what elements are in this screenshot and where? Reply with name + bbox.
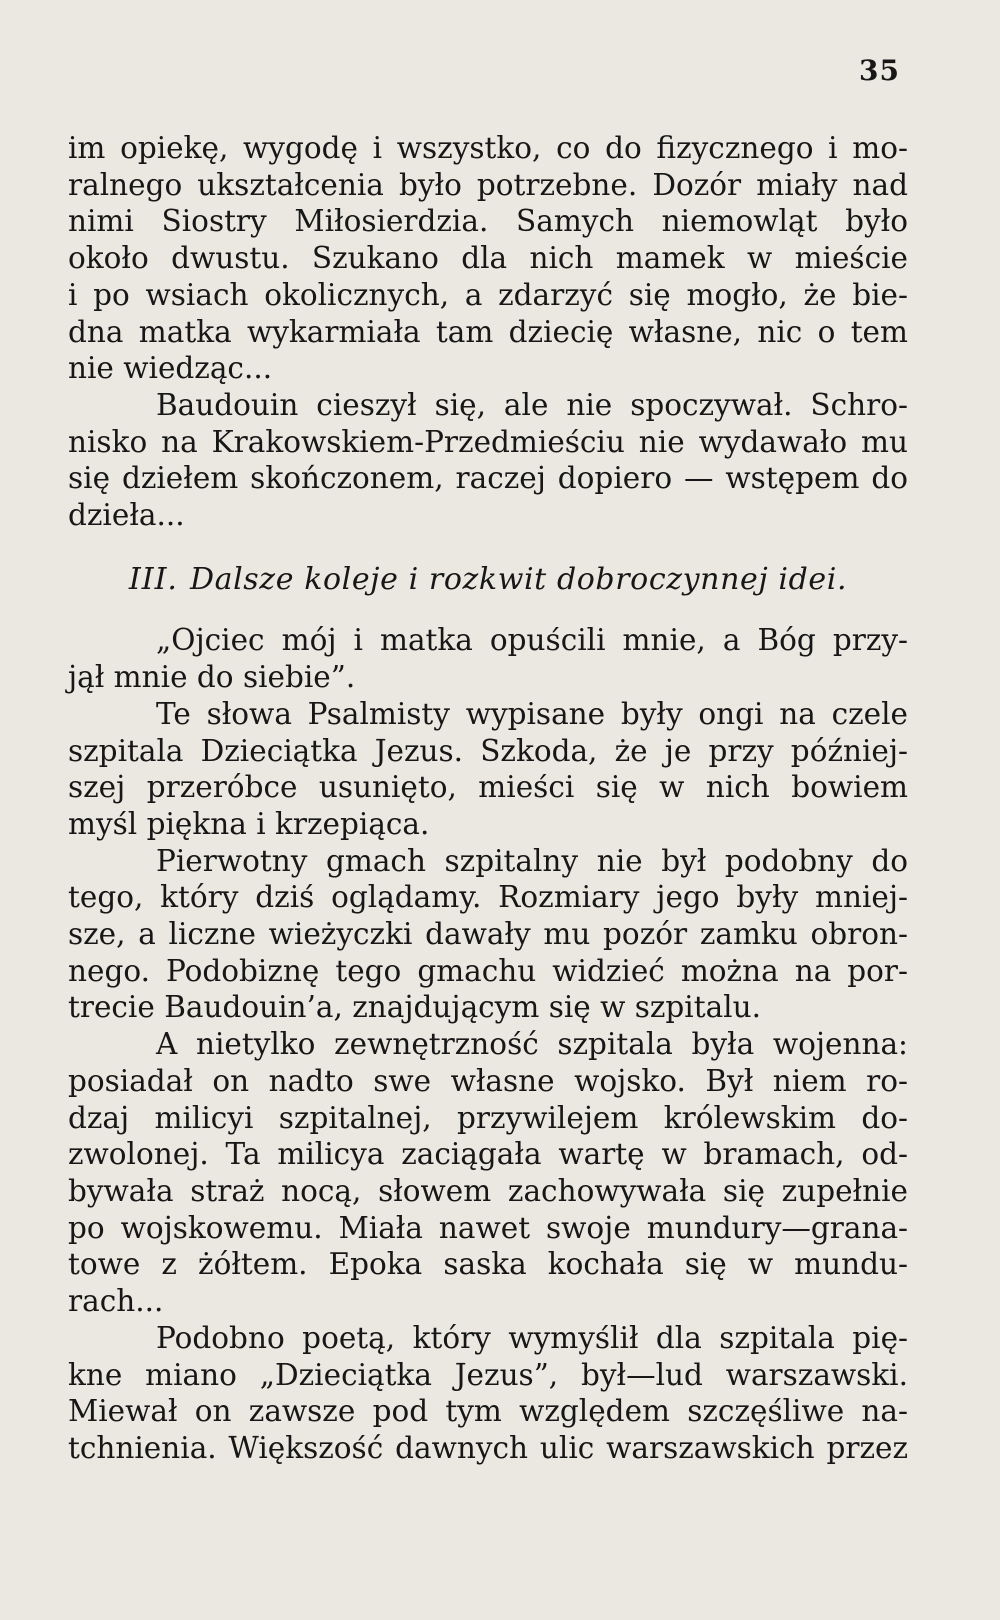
text-line: Baudouin cieszył się, ale nie spoczywał. Schro- [156,387,908,422]
text-line: rach... [68,1284,164,1319]
paragraph-5 [68,1026,908,1320]
paragraph-4 [68,843,908,1027]
text-line: szej przeróbce usunięto, mieści się w nich bowiem [68,770,908,805]
text-line: się dziełem skończonem, raczej dopiero — wstępem do [68,461,908,496]
text-line: i po wsiach okolicznych, a zdarzyć się mogło, że bie- [68,277,908,312]
text-line: nisko na Krakowskiem-Przedmieściu nie wydawało mu [68,424,908,459]
page-number: 35 [859,54,900,87]
text-line: dzaj milicyi szpitalnej, przywilejem królewskim do- [68,1100,908,1135]
text-line: Pierwotny gmach szpitalny nie był podobny do [156,843,908,878]
paragraph-3 [68,696,908,843]
paragraph-2 [68,387,908,534]
section-heading [68,562,908,599]
text-line: ralnego ukształcenia było potrzebne. Dozór miały nad [68,167,908,202]
text-line: Te słowa Psalmisty wypisane były ongi na czele [156,696,908,731]
text-line: nimi Siostry Miłosierdzia. Samych niemowląt było [68,204,908,239]
text-line: posiadał on nadto swe własne wojsko. Był niem ro- [68,1063,908,1098]
text-line: sze, a liczne wieżyczki dawały mu pozór zamku obron- [68,917,908,952]
text-line: nego. Podobiznę tego gmachu widzieć można na por- [68,953,908,988]
text-line: trecie Baudouin’a, znajdującym się w szpitalu. [68,990,761,1025]
section-title: Dalsze koleje i rozkwit dobroczynnej idei. [189,561,848,597]
text-line: szpitala Dzieciątka Jezus. Szkoda, że je przy później- [68,733,908,768]
text-line: kne miano „Dzieciątka Jezus”, był—lud warszawski. [68,1357,908,1392]
paragraph-1 [68,130,908,387]
text-line: zwolonej. Ta milicya zaciągała wartę w bramach, od- [68,1137,908,1172]
paragraph-6 [68,1320,908,1467]
section-spacer [68,534,908,562]
section-number: III. [128,561,178,597]
text-line: towe z żółtem. Epoka saska kochała się w mundu- [68,1247,908,1282]
text-line: tchnienia. Większość dawnych ulic warszawskich przez [68,1430,908,1465]
text-line: „Ojciec mój i matka opuścili mnie, a Bóg przy- [156,623,908,658]
text-line: Miewał on zawsze pod tym względem szczęśliwe na- [68,1394,908,1429]
text-line: Podobno poetą, który wymyślił dla szpitala pię- [156,1320,908,1355]
text-line: około dwustu. Szukano dla nich mamek w mieście [68,241,908,276]
page-text [68,130,908,1467]
text-line: myśl piękna i krzepiąca. [68,806,430,841]
text-line: tego, który dziś oglądamy. Rozmiary jego były mniej- [68,880,908,915]
text-line: dna matka wykarmiała tam dziecię własne, nic o tem [68,314,908,349]
text-line: jął mnie do siebie”. [68,660,356,695]
text-line: nie wiedząc... [68,351,273,386]
text-line: A nietylko zewnętrzność szpitala była wojenna: [156,1027,908,1062]
text-line: bywała straż nocą, słowem zachowywała się zupełnie [68,1173,908,1208]
epigraph [68,622,908,695]
text-line: po wojskowemu. Miała nawet swoje mundury—grana- [68,1210,908,1245]
text-line: im opiekę, wygodę i wszystko, co do fizycznego i mo- [68,131,908,165]
text-line: dzieła... [68,498,185,533]
